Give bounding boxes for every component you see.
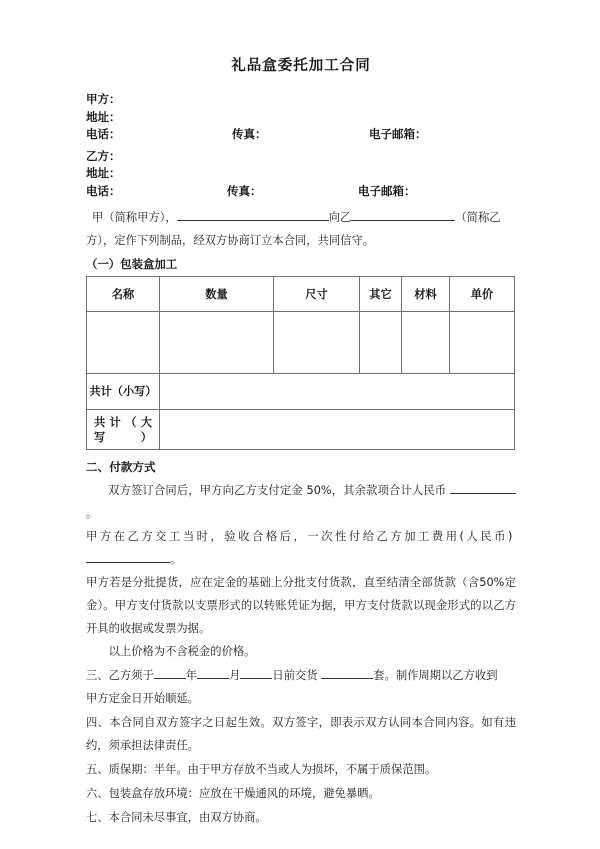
total-small-label: 共计（小写） xyxy=(87,374,160,410)
table-header-row xyxy=(87,277,515,312)
table-row xyxy=(87,312,515,374)
page-title: 礼品盒委托加工合同 xyxy=(231,58,371,74)
party-a-phone-label: 电话： xyxy=(86,127,121,141)
preamble-blank-a[interactable] xyxy=(177,207,329,221)
clause-three-tail: 甲方定金日开始顺延。 xyxy=(86,692,199,705)
clause-three-year-blank[interactable] xyxy=(154,665,186,679)
preamble-text-part4: 方），定作下列制品，经双方协商订立本合同，共同信守。 xyxy=(86,234,375,247)
table-header-quantity: 数量 xyxy=(160,277,274,312)
payment-paragraph-4: 以上价格为不含税金的价格。 xyxy=(108,645,256,658)
total-large-label: 共计（大写） xyxy=(87,410,160,450)
clause-three-year-label: 年 xyxy=(185,669,198,682)
section-two-heading: 二、付款方式 xyxy=(86,460,156,474)
table-header-material: 材料 xyxy=(402,277,450,312)
payment-paragraph-3: 甲方若是分批提货，应在定金的基础上分批支付货款，直至结清全部货款（含50%定金）。甲方支付货款以支票形式的以转账凭证为据，甲方支付货款以现金形式的以乙方开具的收据或发票为据。 xyxy=(86,576,516,635)
payment-paragraph-1 xyxy=(86,479,516,571)
clause-three-day-blank[interactable] xyxy=(240,665,272,679)
clause-five: 五、质保期：半年。由于甲方存放不当或人为损坏，不属于质保范围。 xyxy=(86,763,437,776)
payment-p2-text: 甲方在乙方交工当时，验收合格后，一次性付给乙方加工费用(人民币) xyxy=(86,530,513,543)
party-a-block xyxy=(86,91,516,144)
party-b-address-line xyxy=(86,165,516,183)
cell-quantity[interactable] xyxy=(160,312,274,374)
section-one-heading: （一）包装盒加工 xyxy=(86,257,178,271)
total-large-value[interactable] xyxy=(160,410,515,450)
goods-table xyxy=(86,276,515,450)
cell-other[interactable] xyxy=(360,312,402,374)
party-b-email-label: 电子邮箱： xyxy=(358,183,416,198)
party-a-fax-label: 传真： xyxy=(232,127,267,141)
preamble-paragraph xyxy=(86,206,516,252)
payment-p2-end: 。 xyxy=(170,553,182,566)
clause-four: 四、本合同自双方签字之日起生效。双方签字，即表示双方认同本合同内容。如有违约，须承担法律责任。 xyxy=(86,716,516,752)
party-b-name-label: 乙方： xyxy=(86,148,121,163)
party-b-name-line xyxy=(86,148,516,166)
preamble-blank-b[interactable] xyxy=(351,207,455,221)
party-a-contact-line xyxy=(86,126,516,144)
party-a-address-label: 地址： xyxy=(86,109,121,124)
clause-three-prefix: 三、乙方须于 xyxy=(86,669,154,682)
payment-p1-blank[interactable] xyxy=(450,480,516,494)
payment-p1-end: 。 xyxy=(86,507,98,520)
clause-three-day-label: 日前交货 xyxy=(272,669,318,682)
cell-unitprice[interactable] xyxy=(450,312,515,374)
clause-seven: 七、本合同未尽事宜，由双方协商。 xyxy=(86,811,267,824)
party-b-contact-line xyxy=(86,183,516,201)
party-b-block xyxy=(86,148,516,201)
preamble-text-part1: 甲（简称甲方）， xyxy=(92,211,177,224)
party-b-phone-label: 电话： xyxy=(86,183,121,198)
table-header-name: 名称 xyxy=(87,277,160,312)
table-header-other: 其它 xyxy=(360,277,402,312)
table-total-large-row xyxy=(87,410,515,450)
total-small-value[interactable] xyxy=(160,374,515,410)
clause-three-set-blank[interactable] xyxy=(321,665,373,679)
party-b-fax-label: 传真： xyxy=(227,183,262,198)
cell-name[interactable] xyxy=(87,312,160,374)
clause-three-month-blank[interactable] xyxy=(197,665,229,679)
preamble-text-part2: 向乙 xyxy=(328,211,352,224)
document-body xyxy=(86,54,516,829)
table-header-unitprice: 单价 xyxy=(450,277,515,312)
party-a-address-line xyxy=(86,109,516,127)
cell-size[interactable] xyxy=(274,312,360,374)
party-a-email-label: 电子邮箱： xyxy=(369,127,427,141)
clause-three xyxy=(86,664,516,710)
clause-three-month-label: 月 xyxy=(229,669,241,682)
party-a-name-label: 甲方： xyxy=(86,92,121,106)
clause-three-set-label: 套。制作周期以乙方收到 xyxy=(373,669,498,682)
party-a-name-line xyxy=(86,91,516,109)
payment-p1-text: 双方签订合同后，甲方向乙方支付定金 50%，其余款项合计人民币 xyxy=(108,484,447,497)
table-header-size: 尺寸 xyxy=(274,277,360,312)
party-b-address-label: 地址： xyxy=(86,166,121,180)
clause-six: 六、包装盒存放环境：应放在干燥通风的环境，避免暴晒。 xyxy=(86,787,380,800)
payment-p2-blank[interactable] xyxy=(86,549,170,563)
table-total-small-row xyxy=(87,374,515,410)
cell-material[interactable] xyxy=(402,312,450,374)
preamble-text-part3: （简称乙 xyxy=(455,211,501,224)
